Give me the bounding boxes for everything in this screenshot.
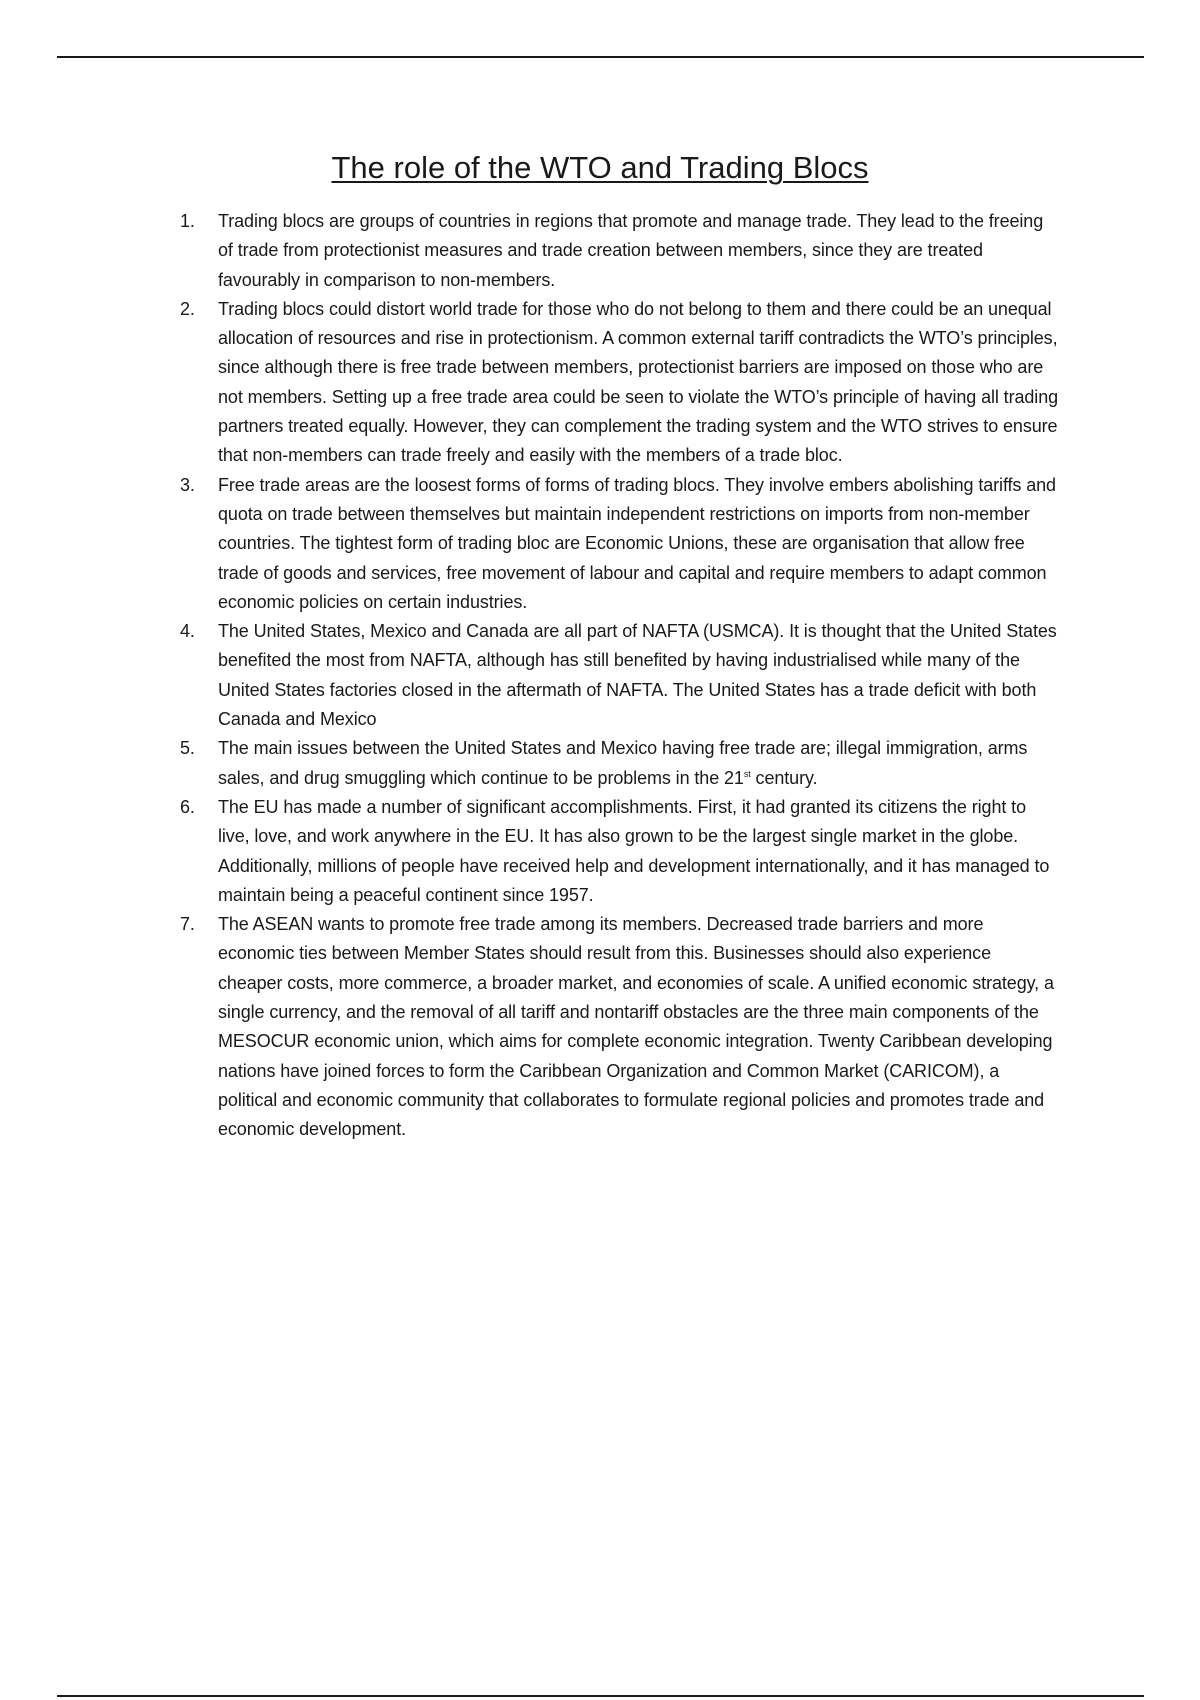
page-title	[0, 148, 1200, 188]
list-item	[180, 471, 1060, 617]
list-item	[180, 910, 1060, 1144]
ordinal-superscript: st	[743, 768, 751, 779]
list-item-text: Trading blocs are groups of countries in regions that promote and manage trade. They lead to the freeing of trade from protectionist measures and trade creation between members, since they are treated favourably in comparison to non-members.	[218, 211, 1044, 290]
list-item	[180, 793, 1060, 910]
list-item	[180, 617, 1060, 734]
list-item-number: 5.	[180, 738, 195, 759]
list-item-text: Trading blocs could distort world trade for those who do not belong to them and there could be an unequal allocation of resources and rise in protectionism. A common external tariff contradicts the WTO’s principles, since although there is free trade between members, protectionist barriers are imposed on those who are not members. Setting up a free trade area could be seen to violate the WTO’s principle of having all trading partners treated equally. However, they can complement the trading system and the WTO strives to ensure that non-members can trade freely and easily with the members of a trade bloc.	[218, 298, 1059, 466]
list-item-number: 4.	[180, 621, 195, 642]
list-item	[180, 734, 1060, 793]
list-item-number: 7.	[180, 914, 195, 935]
list-item-number: 1.	[180, 211, 195, 231]
list-item-text: Free trade areas are the loosest forms of forms of trading blocs. They involve embers abolishing tariffs and quota on trade between themselves but maintain independent restrictions on imports from non-member countries. The tightest form of trading bloc are Economic Unions, these are organisation that allow free trade of goods and services, free movement of labour and capital and require members to adapt common economic policies on certain industries.	[218, 474, 1056, 612]
list-item-number: 2.	[180, 298, 195, 319]
list-item	[180, 295, 1060, 471]
footer-rule	[57, 1695, 1144, 1697]
list-item	[180, 207, 1060, 295]
list-item-text: The United States, Mexico and Canada are all part of NAFTA (USMCA). It is thought that the United States benefited the most from NAFTA, although has still benefited by having industrialised while many of the United States factories closed in the aftermath of NAFTA. The United States has a trade deficit with both Canada and Mexico	[218, 621, 1057, 730]
list-item-number: 3.	[180, 474, 195, 495]
list-item-text-start: The main issues between the United States and Mexico having free trade are; illegal immigration, arms sales, and drug smuggling which continue to be problems in the 21	[218, 738, 1028, 788]
list-item-text: The EU has made a number of significant accomplishments. First, it had granted its citizens the right to live, love, and work anywhere in the EU. It has also grown to be the largest single market in the globe. Additionally, millions of people have received help and development internationally, and it has managed to maintain being a peaceful continent since 1957.	[218, 796, 1050, 905]
list-item-number: 6.	[180, 796, 195, 817]
numbered-list	[180, 207, 1060, 1145]
page-title-text: The role of the WTO and Trading Blocs	[331, 150, 869, 185]
header-rule	[57, 56, 1144, 58]
list-item-text: The ASEAN wants to promote free trade among its members. Decreased trade barriers and more economic ties between Member States should result from this. Businesses should also experience cheaper costs, more commerce, a broader market, and economies of scale. A unified economic strategy, a single currency, and the removal of all tariff and nontariff obstacles are the three main components of the MESOCUR economic union, which aims for complete economic integration. Twenty Caribbean developing nations have joined forces to form the Caribbean Organization and Common Market (CARICOM), a political and economic community that collaborates to formulate regional policies and promotes trade and economic development.	[218, 914, 1054, 1140]
list-item-text-end: century.	[750, 767, 818, 788]
